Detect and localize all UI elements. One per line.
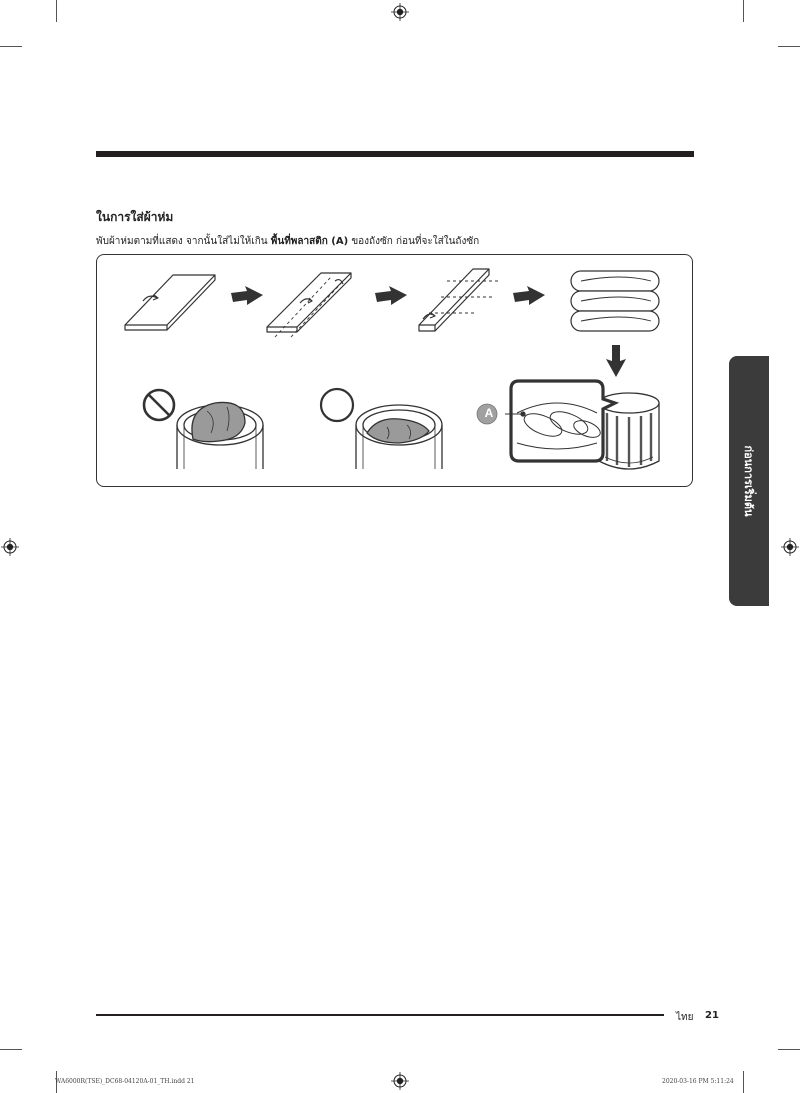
registration-mark-icon — [391, 3, 409, 21]
instruction-text-pre: พับผ้าห่มตามที่แสดง จากนั้นใส่ไม่ให้เกิน — [96, 236, 271, 247]
blanket-fold-strip-icon — [419, 269, 499, 331]
crop-mark — [56, 0, 57, 22]
drum-loaded-zoom-icon — [505, 381, 659, 469]
registration-mark-icon — [781, 538, 799, 556]
crop-mark — [0, 1049, 22, 1050]
footer-rule — [96, 1014, 664, 1016]
crop-mark — [0, 46, 22, 47]
instruction-text-post: ของถังซัก ก่อนที่จะใส่ในถังซัก — [348, 236, 480, 247]
crop-mark — [778, 46, 800, 47]
header-rule — [96, 151, 694, 157]
prohibited-icon — [144, 390, 174, 420]
registration-mark-icon — [391, 1072, 409, 1090]
chapter-side-tab-label: ก่อนการเริ่มต้น — [742, 445, 755, 517]
fold-arrow-icon — [231, 286, 545, 305]
crop-mark — [743, 1071, 744, 1093]
drum-correct-icon — [356, 405, 442, 469]
blanket-fold-half-icon — [267, 273, 351, 337]
blanket-flat-icon — [125, 275, 215, 330]
registration-mark-icon — [1, 538, 19, 556]
blanket-folding-figure — [96, 254, 693, 487]
section-title: ในการใส่ผ้าห่ม — [96, 210, 174, 224]
drum-overfilled-icon — [177, 403, 263, 470]
crop-mark — [778, 1049, 800, 1050]
print-slug-date: 2020-03-16 PM 5:11:24 — [662, 1078, 734, 1085]
page-number: 21 — [705, 1010, 719, 1021]
crop-mark — [743, 0, 744, 22]
callout-label-a: A — [484, 406, 494, 420]
allowed-circle-icon — [321, 389, 353, 421]
print-slug-file: WA6000R(TSE)_DC68-04120A-01_TH.indd 21 — [55, 1078, 195, 1085]
footer-language: ไทย — [676, 1012, 694, 1023]
down-arrow-icon — [606, 345, 626, 377]
instruction-text-bold: พื้นที่พลาสติก (A) — [270, 236, 349, 247]
blanket-stack-icon — [571, 271, 659, 331]
instruction-text — [96, 234, 479, 249]
chapter-side-tab — [729, 356, 769, 606]
